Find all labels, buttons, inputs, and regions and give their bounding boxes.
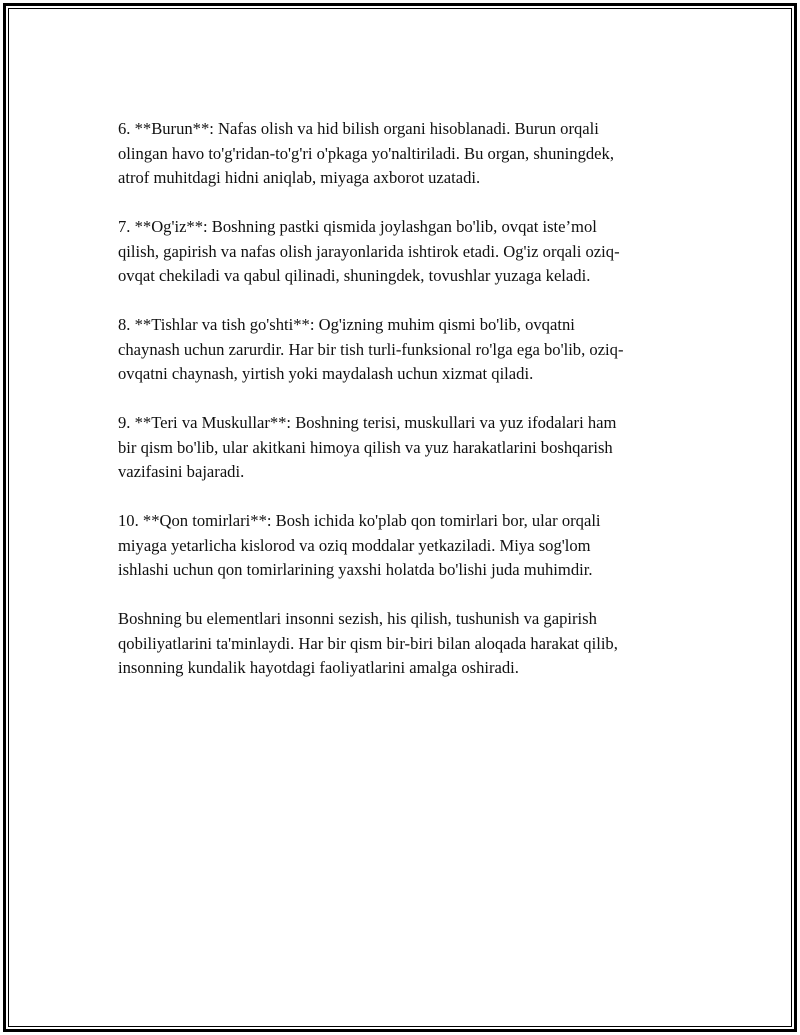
paragraph-burun: 6. **Burun**: Nafas olish va hid bilish organi hisoblanadi. Burun orqali olingan havo to'g'ridan-to'g'ri o'pkaga yo'naltiriladi. Bu organ, shuningdek, atrof muhitdagi hidni aniqlab, miyaga axborot uzatadi. [118, 119, 614, 187]
paragraph-teri-muskullar: 9. **Teri va Muskullar**: Boshning terisi, muskullari va yuz ifodalari ham bir qism bo'lib, ular akitkani himoya qilish va yuz harakatlarini boshqarish vazifasini bajaradi. [118, 413, 617, 481]
paragraph-qon-tomirlari: 10. **Qon tomirlari**: Bosh ichida ko'plab qon tomirlari bor, ular orqali miyaga yetarlicha kislorod va oziq moddalar yetkaziladi. Miya sog'lom ishlashi uchun qon tomirlarining yaxshi holatda bo'lishi juda muhimdir. [118, 511, 601, 579]
paragraph-conclusion: Boshning bu elementlari insonni sezish, his qilish, tushunish va gapirish qobiliyatlarini ta'minlaydi. Har bir qism bir-biri bilan aloqada harakat qilib, insonning kundalik hayotdagi faoliyatlarini amalga oshiradi. [118, 609, 618, 677]
paragraph-tishlar: 8. **Tishlar va tish go'shti**: Og'izning muhim qismi bo'lib, ovqatni chaynash uchun zarurdir. Har bir tish turli-funksional ro'lga ega bo'lib, oziq- ovqatni chaynash, yirtish yoki maydalash uchun xizmat qiladi. [118, 315, 624, 383]
document-body [118, 117, 688, 705]
paragraph-ogiz: 7. **Og'iz**: Boshning pastki qismida joylashgan bo'lib, ovqat iste’mol qilish, gapirish va nafas olish jarayonlarida ishtirok etadi. Og'iz orqali oziq- ovqat chekiladi va qabul qilinadi, shuningdek, tovushlar yuzaga keladi. [118, 217, 620, 285]
